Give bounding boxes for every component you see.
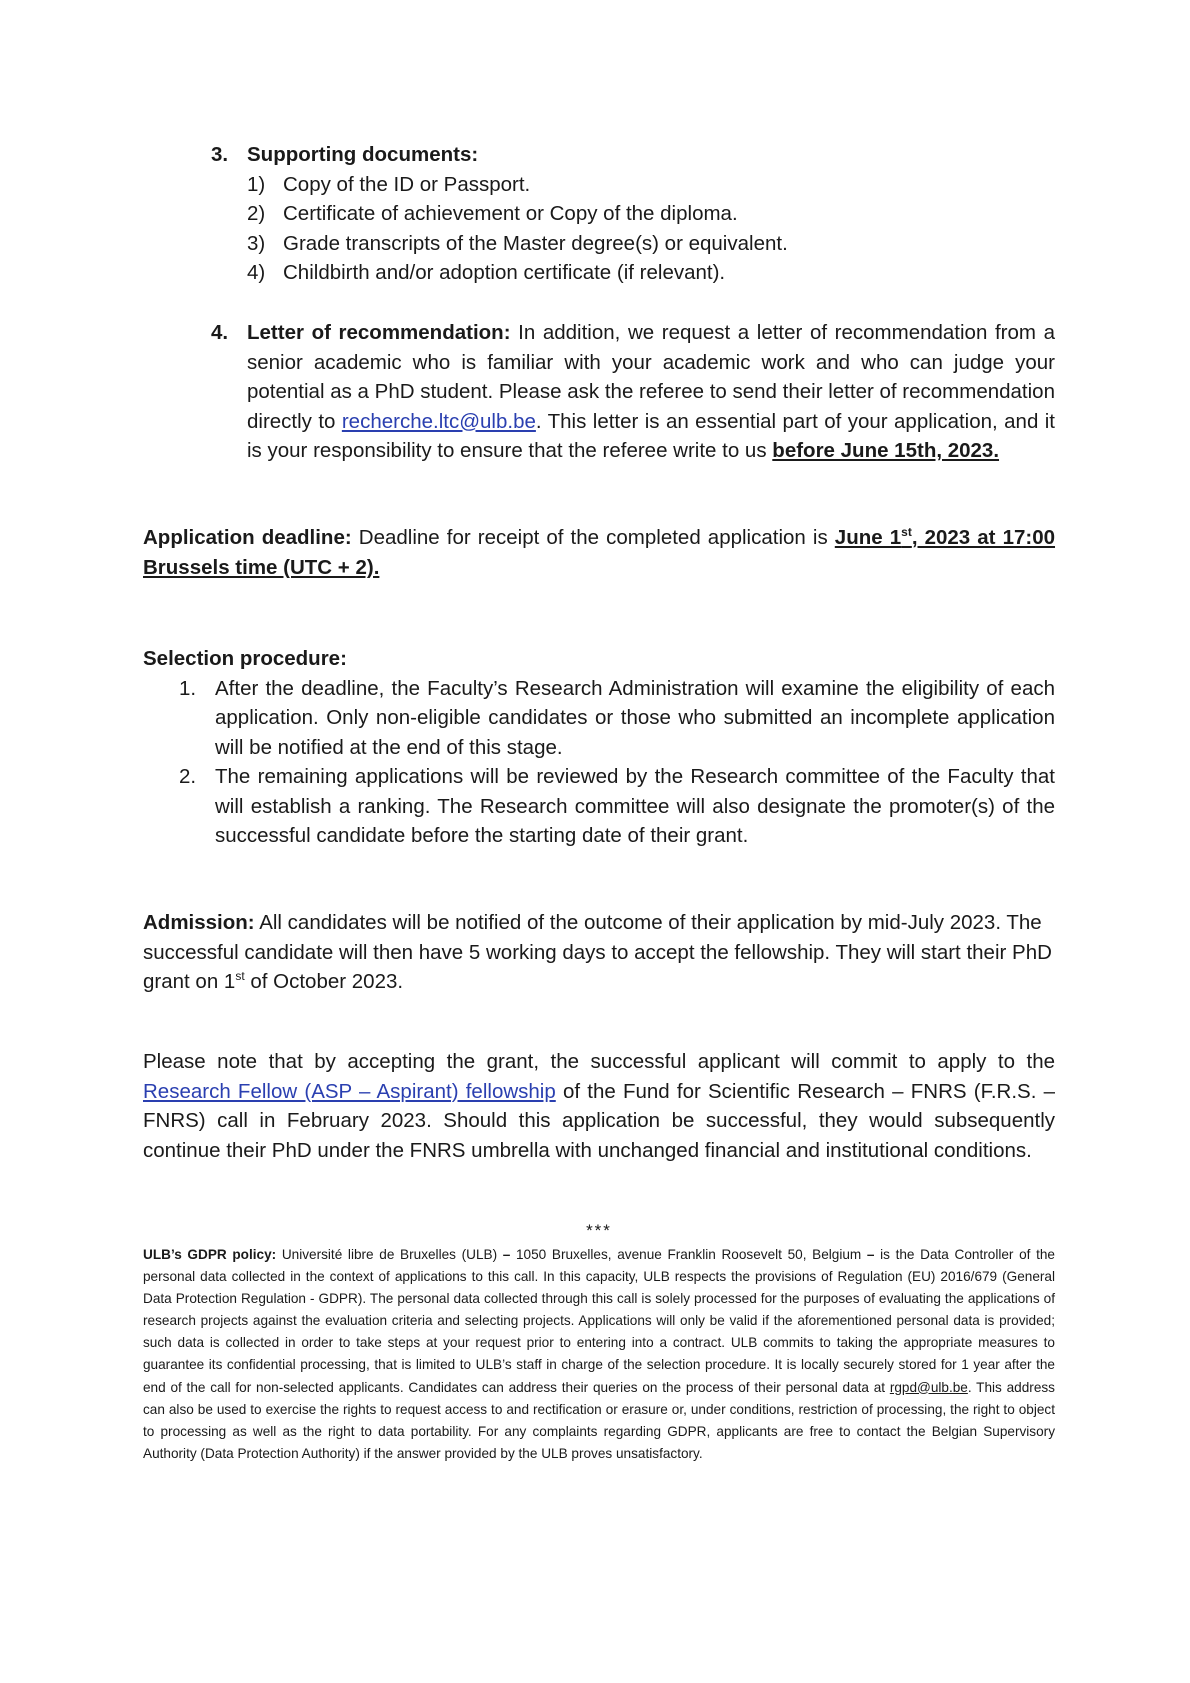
research-fellow-link[interactable]: Research Fellow (ASP – Aspirant) fellowship (143, 1079, 556, 1103)
paragraph-text: . This letter is an essential part of your application, and it is your responsibility to ensure that the referee write to us (247, 409, 1056, 462)
list-item-text: Childbirth and/or adoption certificate (if relevant). (283, 261, 726, 284)
paragraph-text: Deadline for receipt of the completed application is (351, 526, 835, 549)
ordinal-suffix: st (235, 969, 245, 984)
paragraph-text: 1050 Bruxelles, avenue Franklin Roosevelt 50, Belgium (510, 1247, 867, 1262)
section-number: 3. (211, 143, 229, 166)
list-item (247, 199, 1055, 229)
recommendation-letter-section (211, 318, 1055, 466)
paragraph-text: Please note that by accepting the grant, the successful applicant will commit to apply to the (143, 1050, 1055, 1073)
list-item (247, 229, 1055, 259)
list-item-number: 2) (247, 202, 266, 225)
list-item (247, 170, 1055, 200)
fnrs-note-paragraph (143, 1047, 1055, 1165)
selection-procedure-section (143, 644, 1055, 851)
paragraph-text: In addition, we request a letter of recommendation from a senior academic who is familiar with your academic work and who can judge your potential as a PhD student. Please ask the referee to send their letter of recommendation directly to (247, 321, 1055, 433)
section-heading: Selection procedure: (143, 647, 347, 670)
section-separator: *** (586, 1221, 612, 1240)
section-heading: Letter of recommendation: (247, 321, 511, 344)
application-deadline-paragraph (143, 523, 1055, 582)
paragraph-text: of the Fund for Scientific Research – FNRS (F.R.S. – FNRS) call in February 2023. Should this application be successful, they would subsequently continue their PhD under the FNRS umbrella with unchanged financial and institutional conditions. (143, 1079, 1055, 1162)
gdpr-policy-paragraph (143, 1244, 1055, 1465)
admission-label: Admission: (143, 911, 255, 934)
admission-paragraph (143, 908, 1055, 997)
dash: – (502, 1247, 511, 1262)
gdpr-label: ULB’s GDPR policy: (143, 1247, 277, 1262)
deadline-date-text: June 1 (834, 526, 902, 549)
recommendation-deadline: before June 15th, 2023. (772, 439, 1000, 462)
paragraph-text: is the Data Controller of the personal data collected in the context of applications to this call. In this capacity, ULB respects the provisions of Regulation (EU) 2016/679 (General Data Protection Regulation - GDPR). The personal data collected through this call is solely processed for the purposes of evaluating the applications of research projects against the evaluation criteria and selecting projects. Applications will only be valid if the aforementioned personal data is provided; such data is collected in order to take steps at your request prior to entering into a contract. ULB commits to taking the appropriate measures to guarantee its confidential processing, that is limited to ULB’s staff in charge of the selection procedure. It is locally securely stored for 1 year after the end of the call for non-selected applicants. Candidates can address their queries on the process of their personal data at (143, 1247, 1055, 1395)
recommendation-email-link[interactable]: recherche.ltc@ulb.be (341, 409, 536, 433)
ordinal-suffix: st (901, 525, 912, 540)
paragraph-text: All candidates will be notified of the outcome of their application by mid-July 2023. The successful candidate will then have 5 working days to accept the fellowship. They will start their PhD grant on 1 (143, 911, 1052, 993)
list-item (247, 258, 1055, 288)
paragraph-text: . This address can also be used to exercise the rights to request access to and rectification or erasure or, under conditions, restriction of processing, the right to object to processing as well as the right to data portability. For any complaints regarding GDPR, applicants are free to contact the Belgian Supervisory Authority (Data Protection Authority) if the answer provided by the ULB proves unsatisfactory. (143, 1379, 1055, 1461)
list-item-number: 1) (247, 172, 266, 196)
list-item-text: Copy of the ID or Passport. (283, 172, 531, 196)
paragraph-text: of October 2023. (244, 970, 404, 993)
gdpr-email-link[interactable]: rgpd@ulb.be (889, 1379, 968, 1395)
supporting-documents-list (247, 170, 1055, 288)
supporting-documents-section (211, 140, 1055, 288)
list-item-number: 3) (247, 231, 266, 255)
list-item-text: Certificate of achievement or Copy of the diploma. (283, 202, 738, 225)
selection-steps-list (179, 674, 1055, 851)
deadline-label: Application deadline: (143, 526, 352, 549)
list-item-text: Grade transcripts of the Master degree(s) or equivalent. (283, 231, 788, 255)
list-item-number: 4) (247, 261, 266, 284)
document-page (143, 140, 1055, 1660)
list-item-number: 2. (179, 765, 197, 788)
list-item-number: 1. (179, 676, 197, 700)
paragraph-text: Université libre de Bruxelles (ULB) (276, 1247, 503, 1262)
recommendation-paragraph (247, 318, 1055, 466)
list-item (179, 674, 1055, 763)
list-item-text: After the deadline, the Faculty’s Research Administration will examine the eligibility of each application. Only non-eligible candidates or those who submitted an incomplete application will be notified at the end of this stage. (215, 676, 1055, 759)
section-heading: Supporting documents: (247, 143, 479, 166)
dash: – (866, 1247, 875, 1262)
deadline-date-text: , 2023 at 17:00 Brussels time (UTC + 2). (143, 526, 1056, 579)
list-item (179, 762, 1055, 851)
section-number: 4. (211, 321, 229, 344)
list-item-text: The remaining applications will be reviewed by the Research committee of the Faculty that will establish a ranking. The Research committee will also designate the promoter(s) of the successful candidate before the starting date of their grant. (215, 765, 1055, 847)
